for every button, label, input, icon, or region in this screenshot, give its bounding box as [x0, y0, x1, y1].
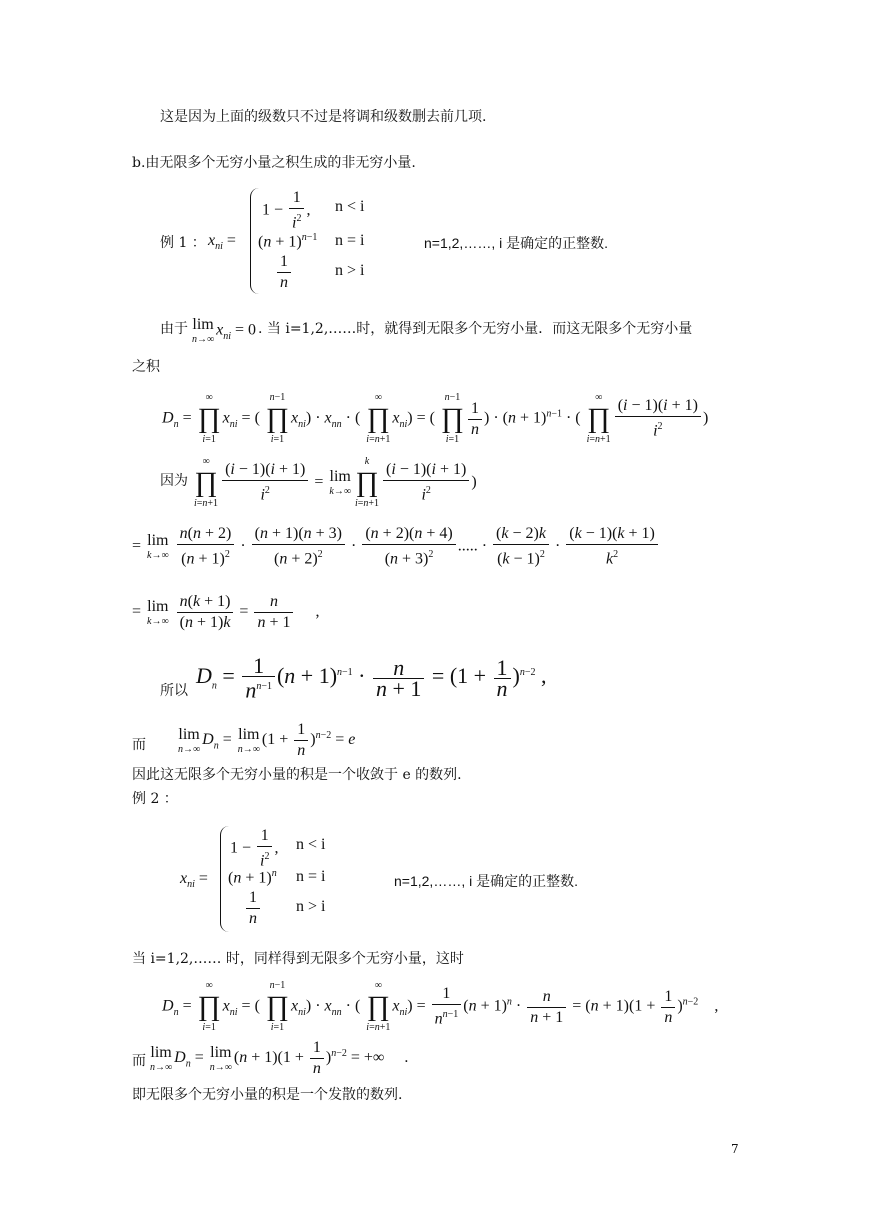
since-label: 由于 [160, 321, 188, 337]
limit-result-formula: = lim k→∞ $\frac{n(k + 1)}{(n + 1)k}$ = $\frac{n}{n + 1}$ , [132, 593, 320, 631]
limit-xni-zero: lim n→∞ $x_{ni} = 0$ [192, 316, 257, 345]
ex2-cond1: n < i [296, 836, 326, 853]
limit-dn-e: lim n→∞ $D_n$ = lim n→∞ (1 + $\frac{1}{n}$ )$^{n-2}$ = e [178, 721, 356, 759]
ex2-case2: $(n + 1)^n$ [228, 868, 277, 887]
when-text: 当 i=1,2,…… 时，同样得到无限多个无穷小量，这时 [132, 951, 464, 967]
ex2-case3: $\frac{1}{n}$ [244, 888, 262, 929]
ex1-note: n=1,2,……, i 是确定的正整数. [424, 235, 608, 251]
divergence-statement: 即无限多个无穷小量的积是一个发散的数列. [132, 1087, 403, 1103]
because-formula: ∞ ∏ i=n+1 $\frac{(i - 1)(i + 1)}{i^2}$ = lim k→∞ k ∏ i=n+1 $\frac{(i - 1)(i + 1)}{i^2}$ ) [194, 456, 477, 509]
ex1-cond2: n = i [335, 232, 365, 249]
convergence-statement: 因此这无限多个无穷小量的积是一个收敛于 e 的数列. [132, 767, 462, 783]
limit-dn-infinity: lim n→∞ $D_n$ = lim n→∞ (n + 1)(1 + $\frac{1}{n}$ )$^{n-2}$ = +∞ . [150, 1039, 409, 1077]
ex1-case2: $(n + 1)^{n-1}$ [258, 232, 318, 251]
because-label: 因为 [160, 473, 188, 489]
dn-closed-form: $D_n$ = $\frac{1}{n^{n-1}}$ $(n + 1)^{n-1}$ · $\frac{n}{n + 1}$ = (1 + $\frac{1}{n}$ )$^{n-2}$ , [196, 653, 547, 703]
expanded-product-formula: = lim k→∞ $\frac{n(n + 2)}{(n + 1)^2}$ · $\frac{(n + 1)(n + 3)}{(n + 2)^2}$ · $\frac{(n + 2)(n + 4)}{(n + 3)^2}$ ..... · $\frac{(k - 2)k}{(k - 1)^2}$ · $\frac{(k - 1)(k + 1)}{k^2}$ [132, 524, 660, 569]
dn-product-formula: $D_n$ = ∞ ∏ i=1 $x_{ni}$ = ( n−1 ∏ i=1 $x_{ni}) \cdot x_{nn}$ · ( ∞ ∏ i=n+1 $x_{ni}$) = ( n−1 ∏ i=1 $\frac{1}{n}$ ) · $(n + 1)^{n-1}$ · ( ∞ ∏ i=n+1 $\frac{(i - 1)(i + 1)}{i^2}$ ) [162, 392, 709, 445]
ex2-case1: 1 − $\frac{1}{i^2}$ , [230, 827, 279, 870]
ex1-case1: 1 − $\frac{1}{i^2}$ , [262, 189, 311, 232]
page-number: 7 [731, 1142, 739, 1156]
ex1-xni: $x_{ni}$ = [208, 232, 236, 253]
product-label: 之积 [132, 359, 160, 375]
therefore-label: 所以 [160, 683, 188, 699]
paragraph-harmonic: 这是因为上面的级数只不过是将调和级数删去前几项. [160, 109, 487, 125]
ex2-cond3: n > i [296, 898, 326, 915]
and-label-2: 而 [132, 1053, 146, 1069]
section-b-heading: b.由无限多个无穷小量之积生成的非无穷小量. [132, 155, 416, 171]
since-text: . 当 i=1,2,……时，就得到无限多个无穷小量．而这无限多个无穷小量 [258, 321, 693, 337]
dn-ex2-formula: $D_n$ = ∞ ∏ i=1 $x_{ni}$ = ( n−1 ∏ i=1 $x_{ni}) \cdot x_{nn}$ · ( ∞ ∏ i=n+1 $x_{ni}$) = $\frac{1}{n^{n-1}}$ $(n + 1)^n$ · $\frac{n}{n + 1}$ = (n + 1)(1 + $\frac{1}{n}$ )$^{n-2}$ , [162, 980, 719, 1033]
ex2-xni: $x_{ni}$ = [180, 870, 208, 891]
ex1-case3: $\frac{1}{n}$ [275, 252, 293, 293]
example-1-label: 例 1 ： [160, 235, 206, 251]
ex1-cond1: n < i [335, 198, 365, 215]
ex2-cond2: n = i [296, 868, 326, 885]
ex1-cond3: n > i [335, 262, 365, 279]
ex2-note: n=1,2,……, i 是确定的正整数. [394, 873, 578, 889]
example-2-label: 例 2 ： [132, 791, 178, 807]
and-label: 而 [132, 737, 146, 753]
